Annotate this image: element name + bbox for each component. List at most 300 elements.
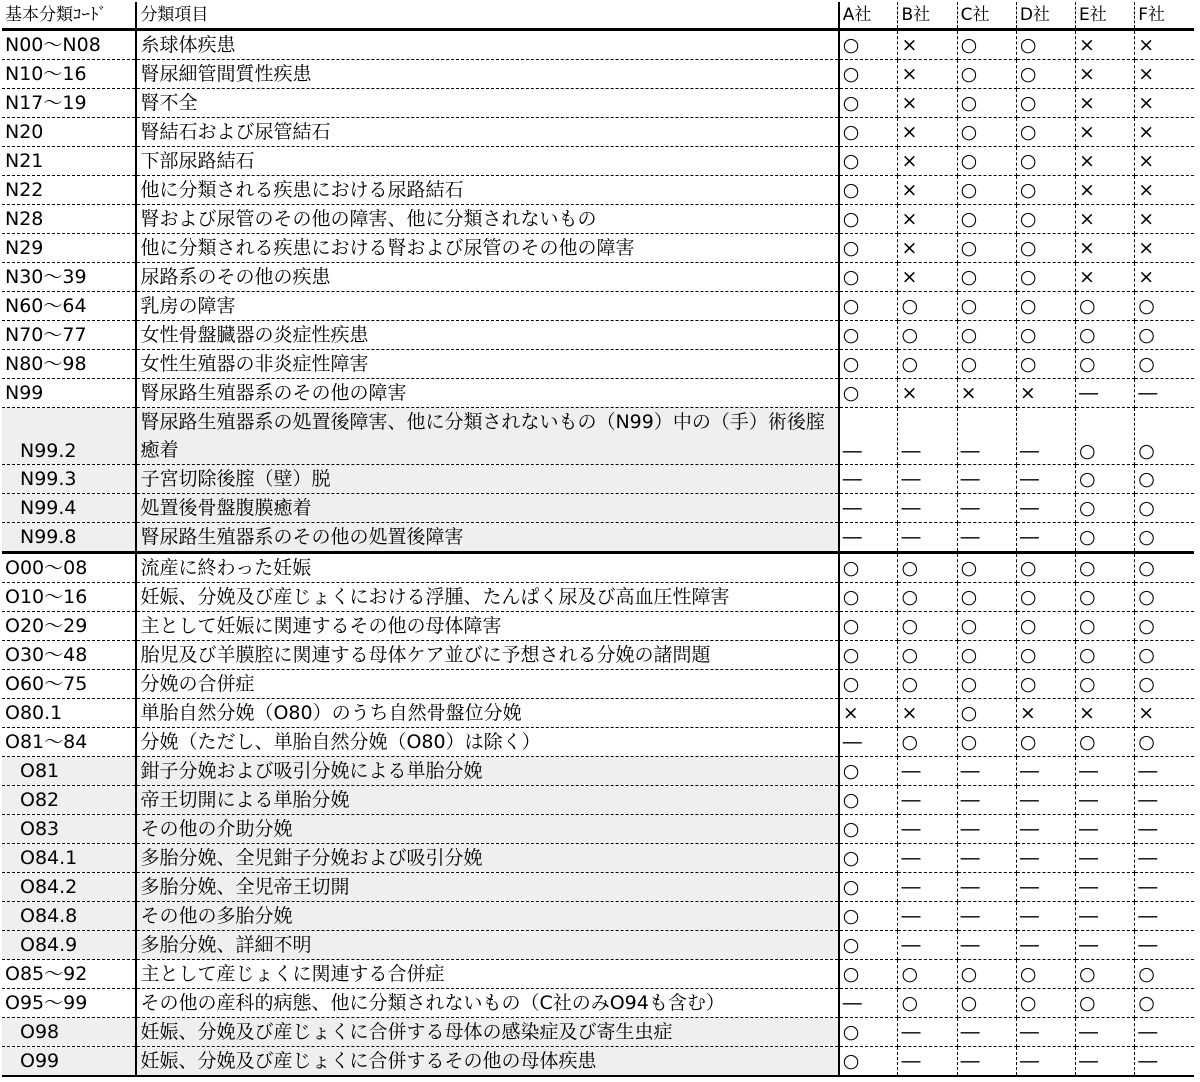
company-mark: ― xyxy=(839,408,898,465)
company-mark: ○ xyxy=(1016,728,1075,757)
company-mark: ○ xyxy=(1016,960,1075,989)
row-name: その他の多胎分娩 xyxy=(136,902,838,931)
company-mark: ― xyxy=(1076,786,1135,815)
row-name: 女性生殖器の非炎症性障害 xyxy=(136,350,838,379)
company-mark: ― xyxy=(898,902,957,931)
table-row xyxy=(2,553,1194,583)
company-mark: × xyxy=(898,205,957,234)
company-mark: ○ xyxy=(1076,641,1135,670)
company-mark: ○ xyxy=(1076,408,1135,465)
header-company: A社 xyxy=(839,2,898,30)
row-code: O98 xyxy=(2,1018,136,1047)
company-mark: ― xyxy=(1135,902,1194,931)
row-name: 腎結石および尿管結石 xyxy=(136,118,838,147)
company-mark: ○ xyxy=(1016,612,1075,641)
row-name: 他に分類される疾患における尿路結石 xyxy=(136,176,838,205)
table-row xyxy=(2,786,1194,815)
row-code: N60～64 xyxy=(2,292,136,321)
row-code: O00～08 xyxy=(2,553,136,583)
table-row xyxy=(2,583,1194,612)
table-row xyxy=(2,147,1194,176)
company-mark: ○ xyxy=(898,321,957,350)
company-mark: ○ xyxy=(839,147,898,176)
company-mark: ○ xyxy=(957,699,1016,728)
table-row xyxy=(2,670,1194,699)
company-mark: ○ xyxy=(839,1018,898,1047)
company-mark: ○ xyxy=(839,30,898,60)
company-mark: ○ xyxy=(957,989,1016,1018)
table-row xyxy=(2,641,1194,670)
company-mark: ― xyxy=(1135,931,1194,960)
row-code: N28 xyxy=(2,205,136,234)
company-mark: ○ xyxy=(1076,494,1135,523)
company-mark: ○ xyxy=(839,786,898,815)
company-mark: ○ xyxy=(957,60,1016,89)
table-row xyxy=(2,263,1194,292)
company-mark: ― xyxy=(1016,494,1075,523)
company-mark: ― xyxy=(839,523,898,553)
company-mark: ○ xyxy=(1076,960,1135,989)
company-mark: ○ xyxy=(957,89,1016,118)
company-mark: × xyxy=(1016,699,1075,728)
company-mark: ○ xyxy=(898,292,957,321)
company-mark: ― xyxy=(1076,1047,1135,1077)
company-mark: ○ xyxy=(1016,89,1075,118)
table-row xyxy=(2,873,1194,902)
row-code: N17～19 xyxy=(2,89,136,118)
company-mark: × xyxy=(1076,263,1135,292)
company-mark: × xyxy=(898,263,957,292)
company-mark: ― xyxy=(1076,815,1135,844)
row-name: 妊娠、分娩及び産じょくにおける浮腫、たんぱく尿及び高血圧性障害 xyxy=(136,583,838,612)
company-mark: ○ xyxy=(1076,465,1135,494)
company-mark: ― xyxy=(957,1047,1016,1077)
row-code: N99.2 xyxy=(2,408,136,465)
company-mark: ○ xyxy=(1076,553,1135,583)
company-mark: ○ xyxy=(839,902,898,931)
company-mark: ○ xyxy=(1076,350,1135,379)
row-code: N99 xyxy=(2,379,136,408)
company-mark: ○ xyxy=(957,176,1016,205)
company-mark: ○ xyxy=(1135,408,1194,465)
company-mark: ○ xyxy=(898,960,957,989)
company-mark: × xyxy=(898,147,957,176)
table-row xyxy=(2,728,1194,757)
company-mark: × xyxy=(898,176,957,205)
company-mark: ○ xyxy=(1135,960,1194,989)
row-name: 分娩（ただし、単胎自然分娩（O80）は除く） xyxy=(136,728,838,757)
header-company: C社 xyxy=(957,2,1016,30)
company-mark: ○ xyxy=(898,350,957,379)
table-row xyxy=(2,757,1194,786)
table-row xyxy=(2,408,1194,465)
row-name: 糸球体疾患 xyxy=(136,30,838,60)
company-mark: × xyxy=(1135,263,1194,292)
company-mark: ○ xyxy=(898,670,957,699)
company-mark: ○ xyxy=(839,292,898,321)
row-name: 女性骨盤臓器の炎症性疾患 xyxy=(136,321,838,350)
company-mark: ○ xyxy=(839,844,898,873)
company-mark: ○ xyxy=(1016,147,1075,176)
company-mark: ○ xyxy=(957,350,1016,379)
company-mark: × xyxy=(898,234,957,263)
company-mark: ○ xyxy=(1076,728,1135,757)
company-mark: ― xyxy=(957,902,1016,931)
company-mark: ○ xyxy=(1016,60,1075,89)
company-mark: ○ xyxy=(957,147,1016,176)
row-name: 処置後骨盤腹膜癒着 xyxy=(136,494,838,523)
company-mark: ○ xyxy=(839,350,898,379)
company-mark: ― xyxy=(1076,379,1135,408)
company-mark: × xyxy=(898,118,957,147)
company-mark: ― xyxy=(898,815,957,844)
table-row xyxy=(2,844,1194,873)
table-row xyxy=(2,960,1194,989)
row-name: 分娩の合併症 xyxy=(136,670,838,699)
row-name: 尿路系のその他の疾患 xyxy=(136,263,838,292)
company-mark: ○ xyxy=(1016,989,1075,1018)
company-mark: ― xyxy=(1135,844,1194,873)
table-row xyxy=(2,494,1194,523)
company-mark: ― xyxy=(898,408,957,465)
company-mark: × xyxy=(1016,379,1075,408)
company-mark: ― xyxy=(1016,523,1075,553)
company-mark: ○ xyxy=(957,292,1016,321)
company-mark: ○ xyxy=(1016,350,1075,379)
row-code: O84.8 xyxy=(2,902,136,931)
company-mark: ― xyxy=(1016,931,1075,960)
company-mark: × xyxy=(957,379,1016,408)
company-mark: ― xyxy=(957,844,1016,873)
company-mark: ○ xyxy=(1016,321,1075,350)
table-row xyxy=(2,815,1194,844)
company-mark: × xyxy=(1076,176,1135,205)
company-mark: ○ xyxy=(839,815,898,844)
classification-table xyxy=(2,2,1194,1077)
company-mark: × xyxy=(1135,30,1194,60)
company-mark: ― xyxy=(1076,757,1135,786)
company-mark: ○ xyxy=(1016,234,1075,263)
company-mark: ○ xyxy=(957,583,1016,612)
company-mark: ○ xyxy=(839,118,898,147)
company-mark: ○ xyxy=(1135,465,1194,494)
company-mark: ○ xyxy=(1135,670,1194,699)
company-mark: ○ xyxy=(1135,641,1194,670)
row-code: N70～77 xyxy=(2,321,136,350)
company-mark: ○ xyxy=(1076,523,1135,553)
row-name: 胎児及び羊膜腔に関連する母体ケア並びに予想される分娩の諸問題 xyxy=(136,641,838,670)
company-mark: ○ xyxy=(1016,205,1075,234)
company-mark: ○ xyxy=(839,553,898,583)
company-mark: ― xyxy=(1076,902,1135,931)
company-mark: × xyxy=(1076,30,1135,60)
header-name: 分類項目 xyxy=(136,2,838,30)
row-name: 流産に終わった妊娠 xyxy=(136,553,838,583)
company-mark: ○ xyxy=(1135,989,1194,1018)
row-name: 妊娠、分娩及び産じょくに合併するその他の母体疾患 xyxy=(136,1047,838,1077)
company-mark: ○ xyxy=(839,89,898,118)
row-code: N80～98 xyxy=(2,350,136,379)
company-mark: ― xyxy=(957,757,1016,786)
row-name: 子宮切除後腟（壁）脱 xyxy=(136,465,838,494)
company-mark: ― xyxy=(1016,757,1075,786)
row-code: O83 xyxy=(2,815,136,844)
company-mark: ○ xyxy=(839,60,898,89)
table-row xyxy=(2,379,1194,408)
company-mark: ○ xyxy=(898,728,957,757)
row-code: O30～48 xyxy=(2,641,136,670)
company-mark: ○ xyxy=(957,205,1016,234)
company-mark: × xyxy=(1135,234,1194,263)
company-mark: ○ xyxy=(1135,523,1194,553)
company-mark: ― xyxy=(1135,1047,1194,1077)
table-row xyxy=(2,350,1194,379)
company-mark: ○ xyxy=(1135,612,1194,641)
company-mark: ○ xyxy=(1076,670,1135,699)
company-mark: ○ xyxy=(839,583,898,612)
row-name: 主として妊娠に関連するその他の母体障害 xyxy=(136,612,838,641)
company-mark: ― xyxy=(898,1018,957,1047)
row-name: 帝王切開による単胎分娩 xyxy=(136,786,838,815)
table-row xyxy=(2,321,1194,350)
company-mark: ○ xyxy=(839,873,898,902)
header-company: E社 xyxy=(1076,2,1135,30)
row-code: O95～99 xyxy=(2,989,136,1018)
row-name: その他の介助分娩 xyxy=(136,815,838,844)
company-mark: ○ xyxy=(898,612,957,641)
company-mark: ― xyxy=(1016,844,1075,873)
company-mark: ○ xyxy=(1135,728,1194,757)
company-mark: ― xyxy=(1016,815,1075,844)
company-mark: ○ xyxy=(1135,292,1194,321)
table-row xyxy=(2,523,1194,553)
company-mark: ○ xyxy=(1016,176,1075,205)
company-mark: ― xyxy=(1135,873,1194,902)
company-mark: ― xyxy=(957,408,1016,465)
company-mark: × xyxy=(1135,147,1194,176)
company-mark: ○ xyxy=(957,670,1016,699)
row-name: 妊娠、分娩及び産じょくに合併する母体の感染症及び寄生虫症 xyxy=(136,1018,838,1047)
table-row xyxy=(2,292,1194,321)
company-mark: ― xyxy=(1016,1047,1075,1077)
company-mark: ― xyxy=(898,786,957,815)
company-mark: ○ xyxy=(839,263,898,292)
row-code: O81 xyxy=(2,757,136,786)
row-name: 腎尿細管間質性疾患 xyxy=(136,60,838,89)
row-name: 腎および尿管のその他の障害、他に分類されないもの xyxy=(136,205,838,234)
header-company: B社 xyxy=(898,2,957,30)
company-mark: ○ xyxy=(1016,292,1075,321)
row-name: 多胎分娩、全児鉗子分娩および吸引分娩 xyxy=(136,844,838,873)
company-mark: × xyxy=(1076,118,1135,147)
company-mark: ○ xyxy=(1016,30,1075,60)
company-mark: ― xyxy=(957,494,1016,523)
table-row xyxy=(2,1047,1194,1077)
company-mark: ○ xyxy=(1135,350,1194,379)
company-mark: ― xyxy=(898,465,957,494)
company-mark: ― xyxy=(1135,379,1194,408)
company-mark: ○ xyxy=(898,641,957,670)
company-mark: × xyxy=(1135,699,1194,728)
row-name: 多胎分娩、詳細不明 xyxy=(136,931,838,960)
company-mark: ○ xyxy=(1016,583,1075,612)
company-mark: ― xyxy=(839,989,898,1018)
company-mark: ― xyxy=(957,815,1016,844)
company-mark: ○ xyxy=(839,205,898,234)
company-mark: ○ xyxy=(1016,670,1075,699)
company-mark: ○ xyxy=(1016,263,1075,292)
company-mark: × xyxy=(898,30,957,60)
row-code: O99 xyxy=(2,1047,136,1077)
company-mark: ○ xyxy=(1135,494,1194,523)
row-code: N29 xyxy=(2,234,136,263)
row-name: 鉗子分娩および吸引分娩による単胎分娩 xyxy=(136,757,838,786)
company-mark: ― xyxy=(1135,786,1194,815)
header-row xyxy=(2,2,1194,30)
row-code: O85～92 xyxy=(2,960,136,989)
company-mark: ○ xyxy=(957,30,1016,60)
row-code: O81～84 xyxy=(2,728,136,757)
company-mark: ― xyxy=(1076,1018,1135,1047)
company-mark: ○ xyxy=(839,960,898,989)
table-row xyxy=(2,902,1194,931)
table-row xyxy=(2,989,1194,1018)
company-mark: ― xyxy=(839,465,898,494)
company-mark: × xyxy=(839,699,898,728)
row-code: O84.2 xyxy=(2,873,136,902)
company-mark: ○ xyxy=(1076,321,1135,350)
company-mark: × xyxy=(1135,176,1194,205)
row-name: 乳房の障害 xyxy=(136,292,838,321)
row-name: 他に分類される疾患における腎および尿管のその他の障害 xyxy=(136,234,838,263)
row-code: N20 xyxy=(2,118,136,147)
table-row xyxy=(2,176,1194,205)
company-mark: ― xyxy=(898,523,957,553)
company-mark: × xyxy=(1076,699,1135,728)
company-mark: ― xyxy=(1016,873,1075,902)
company-mark: ○ xyxy=(1016,641,1075,670)
company-mark: ○ xyxy=(839,1047,898,1077)
row-code: N00～N08 xyxy=(2,30,136,60)
company-mark: ― xyxy=(957,931,1016,960)
row-name: 下部尿路結石 xyxy=(136,147,838,176)
company-mark: ― xyxy=(898,931,957,960)
header-company: F社 xyxy=(1135,2,1194,30)
company-mark: × xyxy=(898,379,957,408)
company-mark: × xyxy=(1076,89,1135,118)
company-mark: ○ xyxy=(1135,553,1194,583)
table-row xyxy=(2,205,1194,234)
table-row xyxy=(2,89,1194,118)
company-mark: ○ xyxy=(839,379,898,408)
table-row xyxy=(2,931,1194,960)
company-mark: ○ xyxy=(839,234,898,263)
row-name: 単胎自然分娩（O80）のうち自然骨盤位分娩 xyxy=(136,699,838,728)
row-name: 腎尿路生殖器系のその他の処置後障害 xyxy=(136,523,838,553)
row-code: O84.1 xyxy=(2,844,136,873)
row-code: N99.8 xyxy=(2,523,136,553)
table-row xyxy=(2,60,1194,89)
company-mark: ― xyxy=(898,873,957,902)
company-mark: ○ xyxy=(839,931,898,960)
company-mark: ― xyxy=(1135,757,1194,786)
row-name: 腎尿路生殖器系のその他の障害 xyxy=(136,379,838,408)
table-row xyxy=(2,234,1194,263)
row-name: その他の産科的病態、他に分類されないもの（C社のみO94も含む） xyxy=(136,989,838,1018)
company-mark: × xyxy=(1135,205,1194,234)
company-mark: × xyxy=(898,60,957,89)
company-mark: ○ xyxy=(957,960,1016,989)
company-mark: ― xyxy=(1016,786,1075,815)
company-mark: × xyxy=(1076,60,1135,89)
company-mark: ○ xyxy=(1016,118,1075,147)
company-mark: ― xyxy=(1135,1018,1194,1047)
company-mark: ○ xyxy=(1076,292,1135,321)
row-code: O82 xyxy=(2,786,136,815)
company-mark: ― xyxy=(1076,873,1135,902)
company-mark: ○ xyxy=(957,321,1016,350)
header-company: D社 xyxy=(1016,2,1075,30)
header-code: 基本分類ｺｰﾄﾞ xyxy=(2,2,136,30)
table-row xyxy=(2,465,1194,494)
company-mark: ○ xyxy=(1076,583,1135,612)
company-mark: ○ xyxy=(1076,989,1135,1018)
company-mark: ○ xyxy=(839,757,898,786)
company-mark: ― xyxy=(1016,1018,1075,1047)
company-mark: ○ xyxy=(898,583,957,612)
company-mark: ○ xyxy=(898,989,957,1018)
row-code: O80.1 xyxy=(2,699,136,728)
company-mark: ○ xyxy=(1135,583,1194,612)
company-mark: ― xyxy=(839,494,898,523)
table-row xyxy=(2,612,1194,641)
table-row xyxy=(2,118,1194,147)
company-mark: ― xyxy=(898,494,957,523)
company-mark: ― xyxy=(898,757,957,786)
company-mark: ○ xyxy=(839,641,898,670)
company-mark: ○ xyxy=(1135,321,1194,350)
company-mark: ― xyxy=(839,728,898,757)
company-mark: ― xyxy=(1016,465,1075,494)
row-code: O10～16 xyxy=(2,583,136,612)
company-mark: ○ xyxy=(957,234,1016,263)
row-code: N21 xyxy=(2,147,136,176)
company-mark: × xyxy=(898,89,957,118)
company-mark: ― xyxy=(957,1018,1016,1047)
row-code: O84.9 xyxy=(2,931,136,960)
company-mark: ― xyxy=(957,523,1016,553)
row-name: 腎尿路生殖器系の処置後障害、他に分類されないもの（N99）中の（手）術後腟癒着 xyxy=(136,408,838,465)
row-code: O20～29 xyxy=(2,612,136,641)
row-code: N99.4 xyxy=(2,494,136,523)
table-row xyxy=(2,1018,1194,1047)
row-name: 腎不全 xyxy=(136,89,838,118)
company-mark: ― xyxy=(1016,902,1075,931)
company-mark: ○ xyxy=(957,263,1016,292)
company-mark: ○ xyxy=(957,728,1016,757)
company-mark: ― xyxy=(1076,931,1135,960)
company-mark: ○ xyxy=(957,118,1016,147)
company-mark: ― xyxy=(1076,844,1135,873)
row-name: 主として産じょくに関連する合併症 xyxy=(136,960,838,989)
company-mark: × xyxy=(1076,205,1135,234)
table-row xyxy=(2,30,1194,60)
company-mark: × xyxy=(1076,147,1135,176)
company-mark: ○ xyxy=(957,612,1016,641)
company-mark: ― xyxy=(898,1047,957,1077)
company-mark: ― xyxy=(1135,815,1194,844)
company-mark: × xyxy=(1135,89,1194,118)
